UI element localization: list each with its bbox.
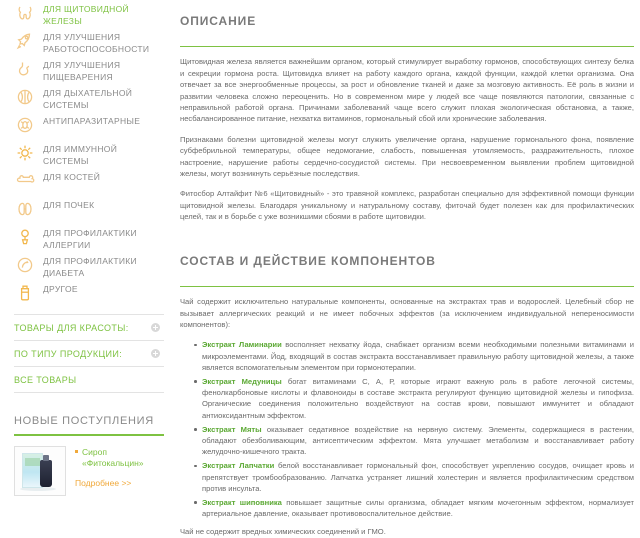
sidebar-item-label: ДЛЯ УЛУЧШЕНИЯ ПИЩЕВАРЕНИЯ [43,60,121,82]
section-list [14,314,164,393]
component-text: восполняет нехватку йода, снабжает организм всеми необходимыми полезными витаминами и микроэлементами. Йод, входящий в состав экстракта восстанавливает правильную работу щитовидной железы, а также является вспомогательным элементом при гормонотерапии. [202,340,634,372]
component-name: Экстракт Лапчатки [202,461,275,471]
new-arrivals-block [14,415,164,496]
main-content [172,0,640,537]
component-item [194,424,634,458]
product-bottle-graphic [40,460,52,487]
component-name: Экстракт Ламинарии [202,340,282,350]
category-list [14,0,164,308]
sidebar-item-performance[interactable] [14,28,164,56]
component-item [194,460,634,494]
composition-heading: СОСТАВ И ДЕЙСТВИЕ КОМПОНЕНТОВ [180,253,436,268]
product-name[interactable] [75,447,164,469]
product-thumbnail[interactable] [14,446,66,496]
component-name: Экстракт Мяты [202,424,262,434]
section-label: ТОВАРЫ ДЛЯ КРАСОТЫ: [14,322,129,333]
section-spacer [180,231,634,244]
sidebar-item-immunity[interactable] [14,140,164,168]
bullet-marker-icon [75,450,78,453]
product-info [75,446,164,488]
other-icon [14,282,36,304]
product-name-text: Сироп «Фитокальцин» [82,447,144,468]
sidebar-item-antiparasitic[interactable] [14,112,164,140]
sidebar-section-beauty[interactable] [14,314,164,340]
sidebar [0,0,172,488]
sidebar-item-label: ДЛЯ ДЫХАТЕЛЬНОЙ СИСТЕМЫ [43,88,133,110]
immunity-icon [14,142,36,164]
sidebar-item-label: ДЛЯ ПОЧЕК [43,200,95,210]
description-paragraph: Признаками болезни щитовидной железы могут служить увеличение органа, нарушение гормонального фона, появление субфебрильной температуры, общее недомогание, слабость, повышенная утомляемость, раздражительность, плохое настроение, нарушение работы сердечно-сосудистой системы. При несвоевременном выявлении проблем щитовидной железы, могут возникнуть серьёзные последствия. [180,134,634,179]
sidebar-item-label: ДЛЯ ПРОФИЛАКТИКИ ДИАБЕТА [43,256,137,278]
sidebar-item-kidneys[interactable] [14,196,164,224]
component-text: богат витаминами С, А, Р, которые играют важную роль в работе легочной системы, фенолкарбоновые кислоты и флавоноиды в составе экстракта регулируют функцию щитовидной железы и гипофиза. Органические соединения положительно воздействуют на состав крови, повышают иммунитет и обладают антиоксидантным эффектом. [202,376,634,420]
composition-divider [180,286,634,288]
sidebar-item-bones[interactable] [14,168,164,196]
new-arrival-item[interactable] [14,446,164,496]
parasite-icon [14,114,36,136]
new-arrivals-title: НОВЫЕ ПОСТУПЛЕНИЯ [14,415,154,427]
description-paragraph: Фитосбор Алтайфит №6 «Щитовидный» - это травяной комплекс, разработан специально для эффективной помощи функции щитовидной железы. Благодаря уникальному и натуральному составу, фиточай будет полезен как для профилактических целей, так и в борьбе с уже возникшими сбоями в работе щитовидки. [180,189,634,222]
expand-plus-icon[interactable] [151,323,160,332]
stomach-icon [14,58,36,80]
sidebar-item-label: ДЛЯ ИММУННОЙ СИСТЕМЫ [43,144,118,166]
section-label: ВСЕ ТОВАРЫ [14,374,77,385]
sidebar-item-other[interactable] [14,280,164,308]
description-heading: ОПИСАНИЕ [180,13,257,28]
description-divider [180,46,634,48]
sidebar-section-product-type[interactable] [14,340,164,366]
sidebar-item-label: ДЛЯ ПРОФИЛАКТИКИ АЛЛЕРГИИ [43,228,137,250]
kidney-icon [14,198,36,220]
sidebar-item-label: ДЛЯ ЩИТОВИДНОЙ ЖЕЛЕЗЫ [43,4,129,26]
sidebar-item-label: АНТИПАРАЗИТАРНЫЕ [43,116,141,126]
sidebar-item-label: ДЛЯ КОСТЕЙ [43,172,101,182]
sidebar-item-allergy[interactable] [14,224,164,252]
sidebar-item-respiratory[interactable] [14,84,164,112]
component-text: оказывает седативное воздействие на нервную систему. Элементы, содержащиеся в растении, обладают обезболивающим, антисептическим эффектом. Мята улучшает метаболизм и восстанавливает работу желудочно-кишечного тракта. [202,424,634,457]
expand-plus-icon[interactable] [151,349,160,358]
component-text: белой восстанавливает гормональный фон, способствует укреплению сосудов, очищает кровь и препятствует тромбообразованию. Лапчатка устраняет лишний холестерин и является профилактическим средством против инсульта. [202,461,634,493]
sidebar-item-label: ДРУГОЕ [43,284,78,294]
component-item [194,376,634,421]
diabetes-icon [14,254,36,276]
component-list [180,339,634,519]
product-more-link[interactable]: Подробнее >> [75,478,132,488]
description-paragraph: Щитовидная железа является важнейшим органом, который стимулирует выработку гормонов, способствующих синтезу белка и секреции гормона роста. Щитовидка влияет на работу каждого органа, каждой функции, каждой клетки организма. Она отвечает за все энергообменные процессы, за рост и обновление тканей и даже за мозговую активность. Её роль в жизни и развитии человека сложно переоценить. Но в современном мире у людей все чаще появляются патологии, связанные с неправильной работой органа. Причинами заболеваний чаще всего служит плохая экологическая обстановка, а также, несбалансированное питание, нехватка витаминов, гормональный сбой или хронические заболевания. [180,57,634,124]
composition-closing: Чай не содержит вредных химических соединений и ГМО. [180,527,386,537]
sidebar-section-all-products[interactable] [14,366,164,393]
component-item [194,339,634,373]
section-label: ПО ТИПУ ПРОДУКЦИИ: [14,348,123,359]
sidebar-item-digestion[interactable] [14,56,164,84]
bone-icon [14,170,36,192]
sidebar-item-label: ДЛЯ УЛУЧШЕНИЯ РАБОТОСПОСОБНОСТИ [43,32,150,54]
allergy-icon [14,226,36,248]
lungs-icon [14,86,36,108]
energy-icon [14,30,36,52]
new-arrivals-divider [14,434,164,436]
product-cap-graphic [43,455,49,461]
component-item [194,497,634,519]
component-text: повышает защитные силы организма, обладает мягким мочегонным эффектом, нормализует артериальное давление, оказывает противовоспалительное действие. [202,497,634,519]
component-name: Экстракт Медуницы [202,376,282,386]
composition-intro: Чай содержит исключительно натуральные компоненты, основанные на экстрактах трав и водорослей. Целебный сбор не вызывает аллергических реакций и не имеет побочных эффектов (за исключением индивидуальной непереносимости компонентов): [180,297,634,329]
sidebar-item-diabetes[interactable] [14,252,164,280]
sidebar-item-thyroid[interactable] [14,0,164,28]
component-name: Экстракт шиповника [202,497,282,507]
thyroid-icon [14,2,36,24]
